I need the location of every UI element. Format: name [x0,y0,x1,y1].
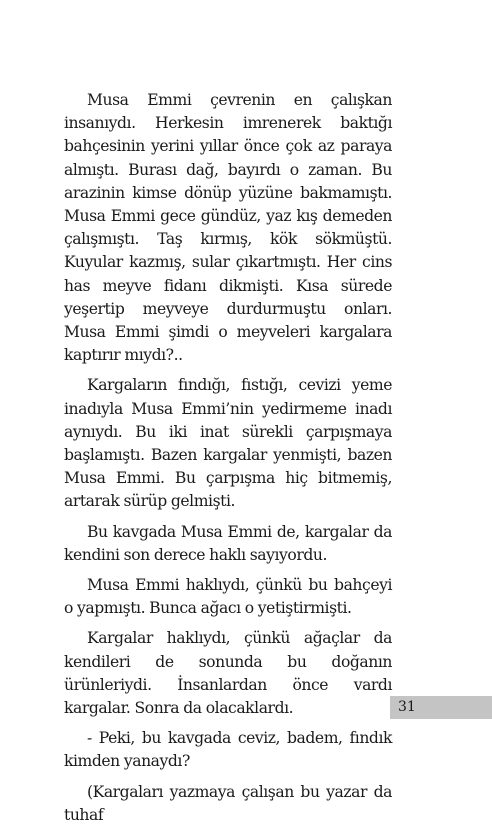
paragraph-2: Kargaların fındığı, fıstığı, cevizi yeme inadıyla Musa Emmi’nin yedirmeme inadı aynıydı. Bu iki inat sürekli çarpışmaya başlamıştı. Bazen kargalar yenmişti, bazen Musa Emmi. Bu çarpışma hiç bitmemiş, artarak sürüp gelmişti. [64,376,392,511]
paragraph-1: Musa Emmi çevrenin en çalışkan insanıydı. Herkesin imrenerek baktığı bahçesinin yerini yıllar önce çok az paraya almıştı. Burası dağ, bayırdı o zaman. Bu arazinin kimse dönüp yüzüne bakmamıştı. Musa Emmi gece gündüz, yaz kış demeden çalışmıştı. Taş kırmış, kök sökmüştü. Kuyular kazmış, sular çıkartmıştı. Her cins has meyve fidanı dikmişti. Kısa sürede yeşertip meyveye durdurmuştu onları. Musa Emmi şimdi o meyveleri kargalara kaptırır mıydı?.. [64,91,392,365]
paragraph-7: (Kargaları yazmaya çalışan bu yazar da tuhaf [64,782,392,824]
page-number-tab [390,696,492,719]
paragraph-3: Bu kavgada Musa Emmi de, kargalar da kendini son derece haklı sayıyordu. [64,522,392,564]
page-number: 31 [398,699,416,715]
paragraph-6: - Peki, bu kavgada ceviz, badem, fındık kimden yanaydı? [64,729,392,771]
body-text [64,89,392,834]
paragraph-5: Kargalar haklıydı, çünkü ağaçlar da kendileri de sonunda bu doğanın ürünleriydi. İnsanlardan önce vardı kargalar. Sonra da olacaklardı. [64,629,392,718]
paragraph-4: Musa Emmi haklıydı, çünkü bu bahçeyi o yapmıştı. Bunca ağacı o yetiştirmişti. [64,576,392,618]
